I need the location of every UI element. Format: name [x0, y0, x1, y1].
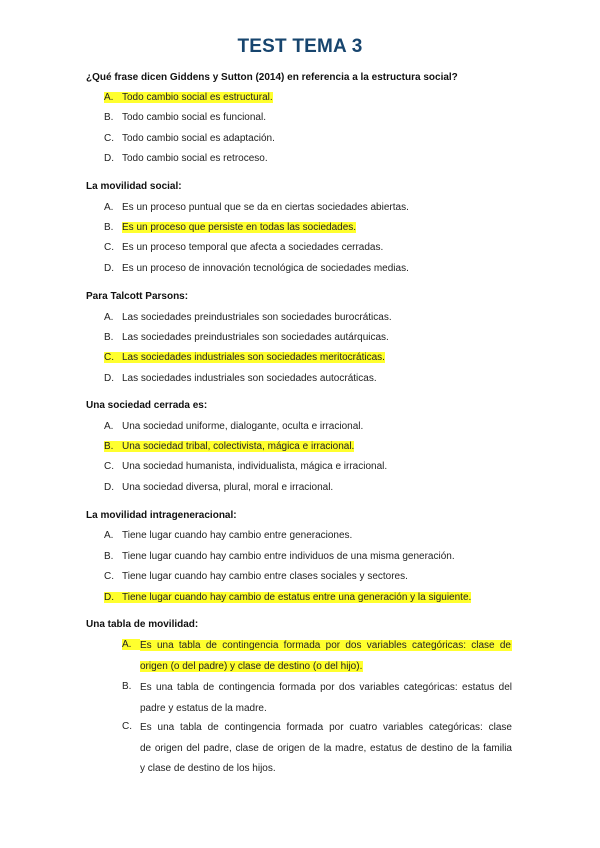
page-title: TEST TEMA 3 — [237, 36, 363, 57]
option-text: Es un proceso de innovación tecnológica de sociedades medias. — [122, 263, 409, 274]
q5-option-a — [104, 529, 352, 543]
option-text-line: de origen del padre, clase de origen de la madre, estatus de destino de la familia — [140, 742, 512, 754]
option-text: Todo cambio social es retroceso. — [122, 153, 268, 164]
option-letter: C. — [104, 571, 114, 582]
option-letter: B. — [104, 222, 114, 233]
option-letter: D. — [104, 373, 114, 384]
option-text: Todo cambio social es adaptación. — [122, 133, 275, 144]
q3-option-c — [104, 351, 385, 365]
option-text-line: Es una tabla de contingencia formada por cuatro variables categóricas: clase — [140, 722, 512, 733]
q2-option-c — [104, 241, 383, 255]
question-5: La movilidad intrageneracional: — [86, 510, 237, 521]
option-text: Tiene lugar cuando hay cambio de estatus entre una generación y la siguiente. — [122, 592, 472, 603]
q1-option-d — [104, 152, 268, 166]
option-text: Todo cambio social es estructural. — [122, 92, 273, 103]
option-letter: B. — [104, 441, 114, 452]
option-text: Las sociedades preindustriales son sociedades burocráticas. — [122, 312, 392, 323]
option-text-line: origen (o del padre) y clase de destino (o del hijo). — [140, 660, 363, 672]
option-text-line: padre y estatus de la madre. — [140, 702, 267, 714]
question-6: Una tabla de movilidad: — [86, 619, 199, 630]
option-letter: C. — [104, 133, 114, 144]
option-text: Las sociedades preindustriales son sociedades autárquicas. — [122, 332, 389, 343]
option-text-line: Es una tabla de contingencia formada por dos variables categóricas: clase de — [140, 640, 511, 651]
option-text: Tiene lugar cuando hay cambio entre generaciones. — [122, 530, 353, 541]
option-letter: D. — [104, 153, 114, 164]
option-letter: D. — [104, 263, 114, 274]
option-letter: D. — [104, 592, 114, 603]
q2-option-a — [104, 201, 409, 215]
option-letter: B. — [122, 681, 132, 692]
option-letter: A. — [104, 530, 114, 541]
option-text-line: Es una tabla de contingencia formada por dos variables categóricas: estatus del — [140, 682, 512, 693]
option-letter: D. — [104, 482, 114, 493]
option-letter: B. — [104, 332, 114, 343]
option-text: Una sociedad humanista, individualista, mágica e irracional. — [122, 461, 388, 472]
question-1: ¿Qué frase dicen Giddens y Sutton (2014) en referencia a la estructura social? — [86, 72, 458, 83]
q5-option-b — [104, 550, 455, 564]
q5-option-d — [104, 591, 471, 605]
option-text-line: y clase de destino de los hijos. — [140, 763, 276, 774]
option-letter: C. — [104, 461, 114, 472]
option-letter: A. — [104, 202, 114, 213]
option-letter: A. — [122, 639, 140, 650]
option-letter: C. — [122, 721, 132, 732]
option-letter: B. — [104, 551, 114, 562]
option-text: Las sociedades industriales son sociedades autocráticas. — [122, 373, 377, 384]
option-letter: B. — [104, 112, 114, 123]
option-letter: A. — [104, 92, 114, 103]
q1-option-a — [104, 91, 273, 105]
q3-option-a — [104, 311, 392, 325]
q2-option-d — [104, 262, 409, 276]
q5-option-c — [104, 570, 408, 584]
option-text: Una sociedad tribal, colectivista, mágica e irracional. — [122, 441, 355, 452]
option-text: Las sociedades industriales son sociedades meritocráticas. — [122, 352, 385, 363]
option-text: Una sociedad uniforme, dialogante, oculta e irracional. — [122, 421, 364, 432]
option-letter: A. — [104, 312, 114, 323]
q4-option-b — [104, 440, 354, 454]
question-3: Para Talcott Parsons: — [86, 291, 189, 302]
option-text: Es un proceso que persiste en todas las sociedades. — [122, 222, 357, 233]
q2-option-b — [104, 221, 356, 235]
option-text: Tiene lugar cuando hay cambio entre clases sociales y sectores. — [122, 571, 408, 582]
option-text: Es un proceso puntual que se da en ciertas sociedades abiertas. — [122, 202, 409, 213]
option-text: Todo cambio social es funcional. — [122, 112, 266, 123]
q3-option-d — [104, 372, 377, 386]
option-text: Es un proceso temporal que afecta a sociedades cerradas. — [122, 242, 384, 253]
question-4: Una sociedad cerrada es: — [86, 400, 208, 411]
q1-option-b — [104, 111, 266, 125]
q4-option-a — [104, 420, 363, 434]
option-letter: C. — [104, 352, 114, 363]
question-2: La movilidad social: — [86, 181, 182, 192]
q4-option-c — [104, 460, 387, 474]
q1-option-c — [104, 132, 275, 146]
option-text: Tiene lugar cuando hay cambio entre individuos de una misma generación. — [122, 551, 455, 562]
q4-option-d — [104, 481, 333, 495]
q3-option-b — [104, 331, 389, 345]
option-letter: C. — [104, 242, 114, 253]
option-letter: A. — [104, 421, 114, 432]
option-text: Una sociedad diversa, plural, moral e irracional. — [122, 482, 334, 493]
